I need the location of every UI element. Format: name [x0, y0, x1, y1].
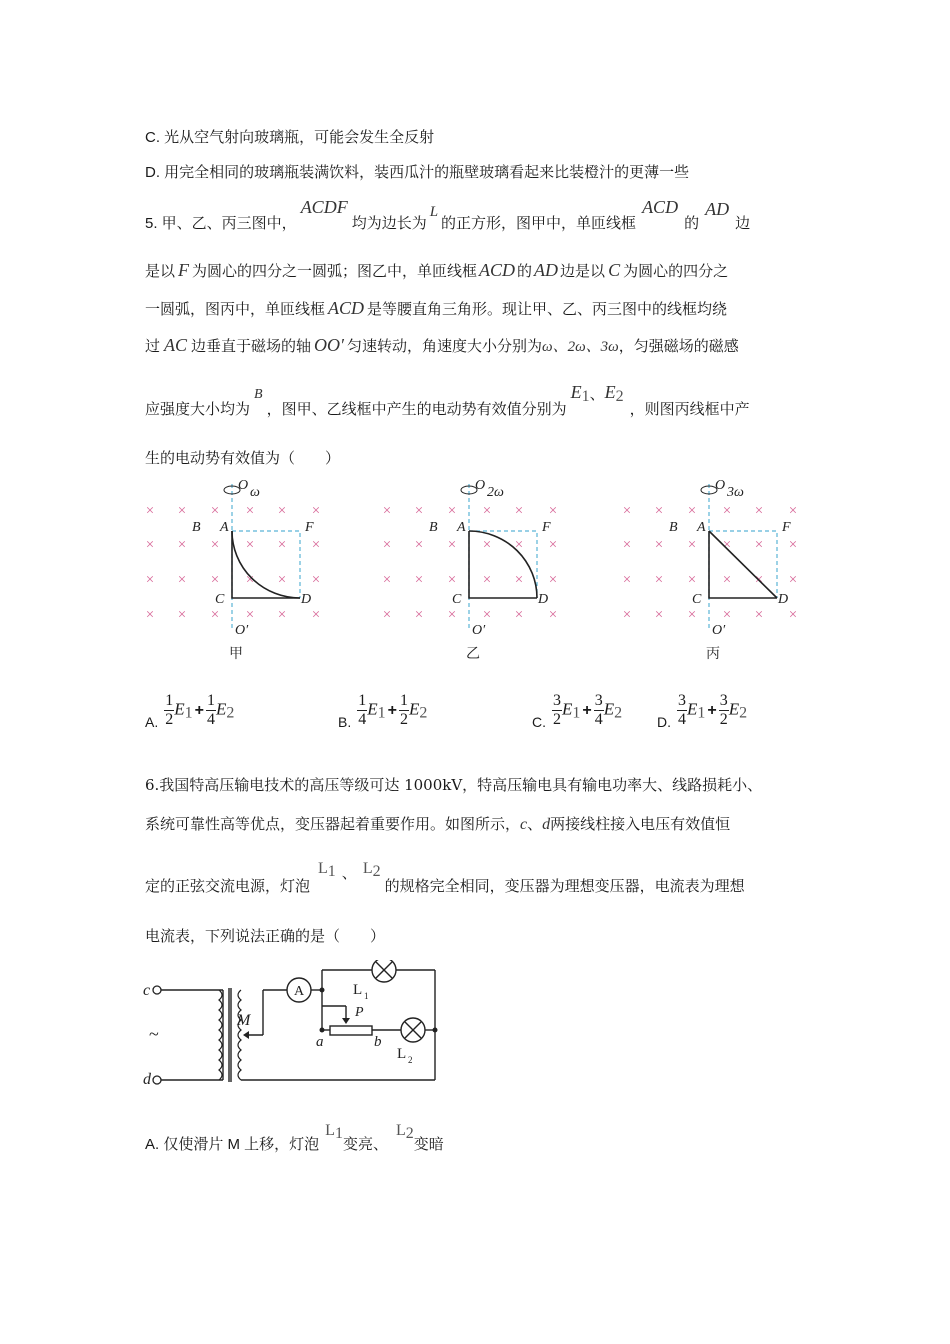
q6-l2-t2: 两接线柱接入电压有效值恒: [550, 815, 731, 833]
q5-opt-a-s1: 1: [184, 704, 193, 722]
q6-l3-t1: 定的正弦交流电源，灯泡: [145, 877, 311, 895]
q5-opt-d-label: D.: [657, 713, 671, 730]
field-cross-mark: ×: [311, 572, 321, 588]
label-C: C: [452, 592, 462, 607]
field-cross-mark: ×: [722, 572, 732, 588]
q5-l5-E1-sub: 1: [581, 388, 590, 405]
q5-l2-t5: 为圆心的四分之: [623, 262, 729, 280]
junction: [433, 1028, 438, 1033]
frame-edges: [232, 531, 300, 598]
label-O: O: [475, 478, 486, 493]
field-cross-mark: ×: [482, 572, 492, 588]
q5-l4-ac: AC: [164, 335, 188, 355]
label-F: F: [305, 520, 314, 535]
q5-l1-text: 5. 甲、乙、丙三图中，: [145, 215, 297, 232]
label-c: c: [143, 982, 151, 999]
field-cross-mark: ×: [210, 607, 220, 623]
q5-l5-E2: E: [604, 382, 616, 402]
field-cross-mark: ×: [277, 607, 287, 623]
label-B: B: [669, 520, 678, 535]
field-cross-mark: ×: [245, 607, 255, 623]
label-b: b: [374, 1034, 382, 1050]
q5-l5-t2: ，图甲、乙线框中产生的电动势有效值分别为: [266, 400, 567, 418]
q6-l2-sep: 、: [527, 815, 543, 833]
label-omega: ω: [250, 485, 260, 500]
q5-option-a: [145, 692, 234, 730]
q6-opta-L1-sub: 1: [334, 1125, 343, 1142]
q5-l2-C: C: [608, 260, 621, 280]
q5-opt-d-E2: E: [728, 699, 740, 719]
q5-l1-text2: 均为边长为: [351, 214, 427, 232]
q5-opt-a-n2: 1: [206, 692, 215, 709]
label-A: A: [457, 520, 466, 535]
field-cross-mark: ×: [447, 607, 457, 623]
field-cross-mark: ×: [414, 537, 424, 553]
field-cross-mark: ×: [622, 503, 632, 519]
q6-circuit-diagram: [135, 960, 455, 1085]
q5-opt-c-E2: E: [603, 699, 615, 719]
field-cross-mark: ×: [145, 607, 155, 623]
q5-line-6: 生的电动势有效值为（ ）: [145, 449, 341, 467]
field-cross-mark: ×: [177, 607, 187, 623]
q6-opta-t1: A. 仅使滑片 M 上移，灯泡: [145, 1136, 320, 1153]
q5-l2-acd: ACD: [479, 260, 516, 280]
q5-opt-c-n1: 3: [553, 692, 561, 709]
label-O-prime: O′: [472, 623, 486, 638]
q5-l1-text3: 的正方形，图甲中，单匝线框: [441, 214, 637, 232]
q5-opt-a-E1: E: [174, 699, 185, 719]
field-cross-mark: ×: [414, 572, 424, 588]
q5-l5-sep: 、: [589, 385, 605, 403]
field-cross-mark: ×: [722, 537, 732, 553]
q5-opt-c-s1: 1: [572, 704, 581, 722]
q5-opt-d-d1: 4: [678, 711, 686, 728]
field-cross-mark: ×: [548, 607, 558, 623]
q5-opt-b-s1: 1: [377, 704, 386, 722]
field-cross-mark: ×: [382, 537, 392, 553]
field-cross-mark: ×: [754, 572, 764, 588]
field-cross-mark: ×: [788, 607, 798, 623]
q5-l4-t2: 边垂直于磁场的轴: [191, 337, 312, 355]
q5-opt-d-s1: 1: [697, 704, 706, 722]
field-cross-mark: ×: [277, 572, 287, 588]
field-cross-mark: ×: [687, 503, 697, 519]
q6-opta-t3: 变暗: [413, 1135, 444, 1153]
label-L1: L: [353, 982, 363, 998]
field-cross-mark: ×: [788, 572, 798, 588]
rheostat: [330, 1026, 372, 1035]
q5-opt-a-plus: +: [194, 701, 204, 719]
q6-l2-c: c: [520, 816, 528, 833]
field-cross-mark: ×: [382, 572, 392, 588]
q5-opt-b-label: B.: [338, 713, 352, 730]
q5-opt-b-d2: 2: [399, 711, 408, 728]
q5-l1-ad: AD: [705, 199, 730, 219]
field-cross-mark: ×: [447, 572, 457, 588]
q6-option-a: [145, 1120, 444, 1160]
label-omega: 2ω: [487, 485, 504, 500]
q5-opt-d-s2: 2: [739, 704, 748, 722]
q6-l3-L1-sub: 1: [327, 863, 336, 880]
field-cross-mark: ×: [687, 537, 697, 553]
field-cross-mark: ×: [382, 607, 392, 623]
q5-l5-t3: ，则图丙线框中产: [629, 400, 750, 418]
terminal-c: [153, 986, 161, 994]
secondary-coil: [238, 990, 241, 1080]
field-cross-mark: ×: [622, 607, 632, 623]
q5-opt-b-E1: E: [367, 699, 378, 719]
label-a: a: [316, 1034, 324, 1050]
label-C: C: [215, 592, 225, 607]
field-cross-mark: ×: [548, 572, 558, 588]
q5-l5-B: B: [254, 387, 263, 402]
q5-line-5: [145, 382, 750, 422]
field-cross-mark: ×: [311, 503, 321, 519]
field-cross-mark: ×: [414, 607, 424, 623]
label-L1-sub: 1: [364, 991, 369, 1001]
ac-source-symbol: ~: [149, 1024, 159, 1044]
q5-l3-t2: 是等腰直角三角形。现让甲、乙、丙三图中的线框均绕: [367, 300, 728, 318]
q6-l3-L2: L: [362, 860, 373, 877]
field-cross-mark: ×: [722, 607, 732, 623]
q5-l4-t3: 匀速转动，角速度大小分别为: [346, 337, 542, 355]
field-cross-mark: ×: [754, 537, 764, 553]
q6-opta-L2: L: [395, 1122, 406, 1139]
label-F: F: [542, 520, 551, 535]
field-cross-mark: ×: [622, 537, 632, 553]
q4-option-c: C. 光从空气射向玻璃瓶，可能会发生全反射: [145, 129, 435, 146]
field-cross-mark: ×: [654, 503, 664, 519]
q6-l3-t2: 的规格完全相同，变压器为理想变压器，电流表为理想: [384, 877, 745, 895]
primary-coil: [219, 990, 222, 1080]
q5-option-d: [657, 692, 747, 730]
field-cross-mark: ×: [482, 537, 492, 553]
q6-opta-t2: 变亮、: [342, 1135, 388, 1153]
field-cross-mark: ×: [654, 572, 664, 588]
q5-opt-a-d1: 2: [165, 711, 174, 728]
q5-opt-a-d2: 4: [206, 711, 215, 728]
label-omega: 3ω: [727, 485, 744, 500]
field-cross-mark: ×: [754, 503, 764, 519]
q5-l2-t2: 为圆心的四分之一圆弧；图乙中，单匝线框: [192, 262, 478, 280]
q5-opt-b-n2: 1: [399, 692, 408, 709]
q5-l1-acdf: ACDF: [300, 197, 348, 217]
q5-l4-oo: OO′: [314, 335, 344, 355]
junction: [320, 1028, 325, 1033]
field-cross-mark: ×: [245, 503, 255, 519]
q5-line-4: [145, 335, 739, 357]
field-cross-mark: ×: [687, 572, 697, 588]
label-D: D: [301, 592, 312, 607]
q5-opt-c-label: C.: [532, 713, 546, 730]
q5-l1-acd: ACD: [642, 197, 679, 217]
field-cross-mark: ×: [788, 503, 798, 519]
q5-opt-c-d2: 4: [594, 711, 603, 728]
label-O: O: [715, 478, 726, 493]
label-O-prime: O′: [235, 623, 249, 638]
terminal-d: [153, 1076, 161, 1084]
field-cross-mark: ×: [210, 503, 220, 519]
field-cross-mark: ×: [654, 607, 664, 623]
q6-line-2: [145, 814, 730, 835]
q5-line-2: [145, 260, 728, 281]
q6-l2-d: d: [542, 816, 551, 833]
label-C: C: [692, 592, 702, 607]
slider-M-arrow: [243, 1031, 249, 1039]
q5-l1-text4: 的: [684, 214, 700, 232]
field-cross-mark: ×: [514, 572, 524, 588]
frame-ad-edge: [709, 531, 777, 598]
field-cross-mark: ×: [277, 503, 287, 519]
label-F: F: [782, 520, 791, 535]
field-cross-mark: ×: [514, 503, 524, 519]
slider-P-arrow: [342, 1018, 350, 1024]
q5-figures: [0, 476, 950, 686]
figure-caption: 丙: [706, 647, 720, 662]
field-cross-mark: ×: [622, 572, 632, 588]
field-cross-mark: ×: [548, 537, 558, 553]
q5-l2-F: F: [178, 260, 190, 280]
q5-l2-ad: AD: [534, 260, 559, 280]
field-cross-mark: ×: [311, 537, 321, 553]
q5-l1-L: L: [429, 204, 439, 220]
field-cross-mark: ×: [145, 572, 155, 588]
q5-opt-d-n1: 3: [678, 692, 686, 709]
q5-l2-t1: 是以: [145, 262, 176, 280]
label-O-prime: O′: [712, 623, 726, 638]
q6-line-1: 6.我国特高压输电技术的高压等级可达 1000kV，特高压输电具有输电功率大、线路损耗小、: [145, 776, 763, 794]
q5-opt-d-E1: E: [687, 699, 698, 719]
q5-opt-b-E2: E: [408, 699, 420, 719]
q5-line-1: [145, 197, 751, 240]
frame-ad-edge: [232, 531, 300, 598]
field-cross-mark: ×: [414, 503, 424, 519]
q5-option-c: [532, 692, 622, 730]
field-cross-mark: ×: [177, 572, 187, 588]
q5-l5-t1: 应强度大小均为: [145, 400, 251, 418]
field-cross-mark: ×: [788, 537, 798, 553]
q5-opt-c-d1: 2: [553, 711, 561, 728]
field-cross-mark: ×: [382, 503, 392, 519]
label-B: B: [192, 520, 201, 535]
lamp-L1: [372, 960, 396, 982]
q5-l3-acd: ACD: [328, 298, 365, 318]
q5-line-3: [145, 298, 727, 319]
q6-l3-L2-sub: 2: [372, 863, 381, 880]
q5-opt-b-n1: 1: [358, 692, 367, 709]
field-cross-mark: ×: [245, 537, 255, 553]
field-cross-mark: ×: [482, 607, 492, 623]
field-cross-mark: ×: [210, 572, 220, 588]
q6-l2-t1: 系统可靠性高等优点，变压器起着重要作用。如图所示，: [145, 815, 521, 833]
field-cross-mark: ×: [210, 537, 220, 553]
field-cross-mark: ×: [177, 537, 187, 553]
frame-ad-edge: [469, 531, 537, 598]
q5-l1-text5: 边: [735, 214, 751, 232]
q5-opt-a-s2: 2: [226, 704, 235, 722]
q5-l2-t4: 边是以: [560, 262, 606, 280]
q5-l2-t3: 的: [517, 262, 533, 280]
q5-option-b: [338, 692, 427, 730]
q5-opt-a-label: A.: [145, 713, 159, 730]
q5-opt-c-s2: 2: [614, 704, 623, 722]
q6-opta-L2-sub: 2: [405, 1125, 414, 1142]
q5-l5-E1: E: [570, 382, 582, 402]
frame-edges: [469, 531, 537, 598]
square-outline: [469, 531, 537, 598]
q5-opt-a-n1: 1: [165, 692, 174, 709]
q5-opt-d-d2: 2: [719, 711, 728, 728]
field-cross-mark: ×: [145, 537, 155, 553]
field-cross-mark: ×: [754, 607, 764, 623]
q5-opt-a-E2: E: [215, 699, 227, 719]
field-cross-mark: ×: [514, 607, 524, 623]
figure-caption: 乙: [466, 647, 480, 662]
q5-opt-c-n2: 3: [594, 692, 603, 709]
field-cross-mark: ×: [654, 537, 664, 553]
label-D: D: [778, 592, 789, 607]
q5-opt-d-n2: 3: [719, 692, 728, 709]
q6-l3-L1: L: [318, 860, 328, 877]
label-B: B: [429, 520, 438, 535]
field-cross-mark: ×: [277, 537, 287, 553]
q4-option-d: D. 用完全相同的玻璃瓶装满饮料，装西瓜汁的瓶壁玻璃看起来比装橙汁的更薄一些: [145, 164, 690, 181]
q5-opt-c-plus: +: [582, 701, 592, 719]
label-L2: L: [397, 1046, 407, 1062]
field-cross-mark: ×: [145, 503, 155, 519]
field-cross-mark: ×: [687, 607, 697, 623]
label-O: O: [238, 478, 249, 493]
q6-opta-L1: L: [325, 1122, 335, 1139]
label-P: P: [355, 1005, 364, 1020]
field-cross-mark: ×: [311, 607, 321, 623]
q5-opt-b-plus: +: [387, 701, 397, 719]
q5-l4-omegas: ω、2ω、3ω: [542, 339, 619, 355]
field-cross-mark: ×: [482, 503, 492, 519]
q6-line-4: 电流表，下列说法正确的是（ ）: [145, 927, 386, 945]
label-A: A: [697, 520, 706, 535]
field-cross-mark: ×: [447, 537, 457, 553]
q5-l5-E2-sub: 2: [615, 388, 624, 405]
square-outline: [232, 531, 300, 598]
field-cross-mark: ×: [722, 503, 732, 519]
field-cross-mark: ×: [514, 537, 524, 553]
q5-opt-d-plus: +: [707, 701, 717, 719]
q5-l4-t4: ，匀强磁场的磁感: [618, 337, 739, 355]
label-D: D: [538, 592, 549, 607]
q6-l3-sep: 、: [341, 864, 357, 882]
label-A: A: [220, 520, 229, 535]
q5-l3-t1: 一圆弧，图丙中，单匝线框: [145, 300, 326, 318]
label-L2-sub: 2: [408, 1055, 413, 1065]
field-cross-mark: ×: [245, 572, 255, 588]
q5-opt-c-E1: E: [562, 699, 573, 719]
label-M: M: [237, 1012, 251, 1029]
q5-opt-b-s2: 2: [419, 704, 428, 722]
field-cross-mark: ×: [447, 503, 457, 519]
q5-opt-b-d1: 4: [358, 711, 367, 728]
ammeter-label: A: [293, 984, 305, 999]
figure-caption: 甲: [229, 647, 243, 662]
q6-line-3: [145, 858, 745, 898]
label-d: d: [143, 1071, 151, 1085]
field-cross-mark: ×: [177, 503, 187, 519]
field-cross-mark: ×: [548, 503, 558, 519]
q5-l4-t1: 过: [145, 337, 161, 355]
